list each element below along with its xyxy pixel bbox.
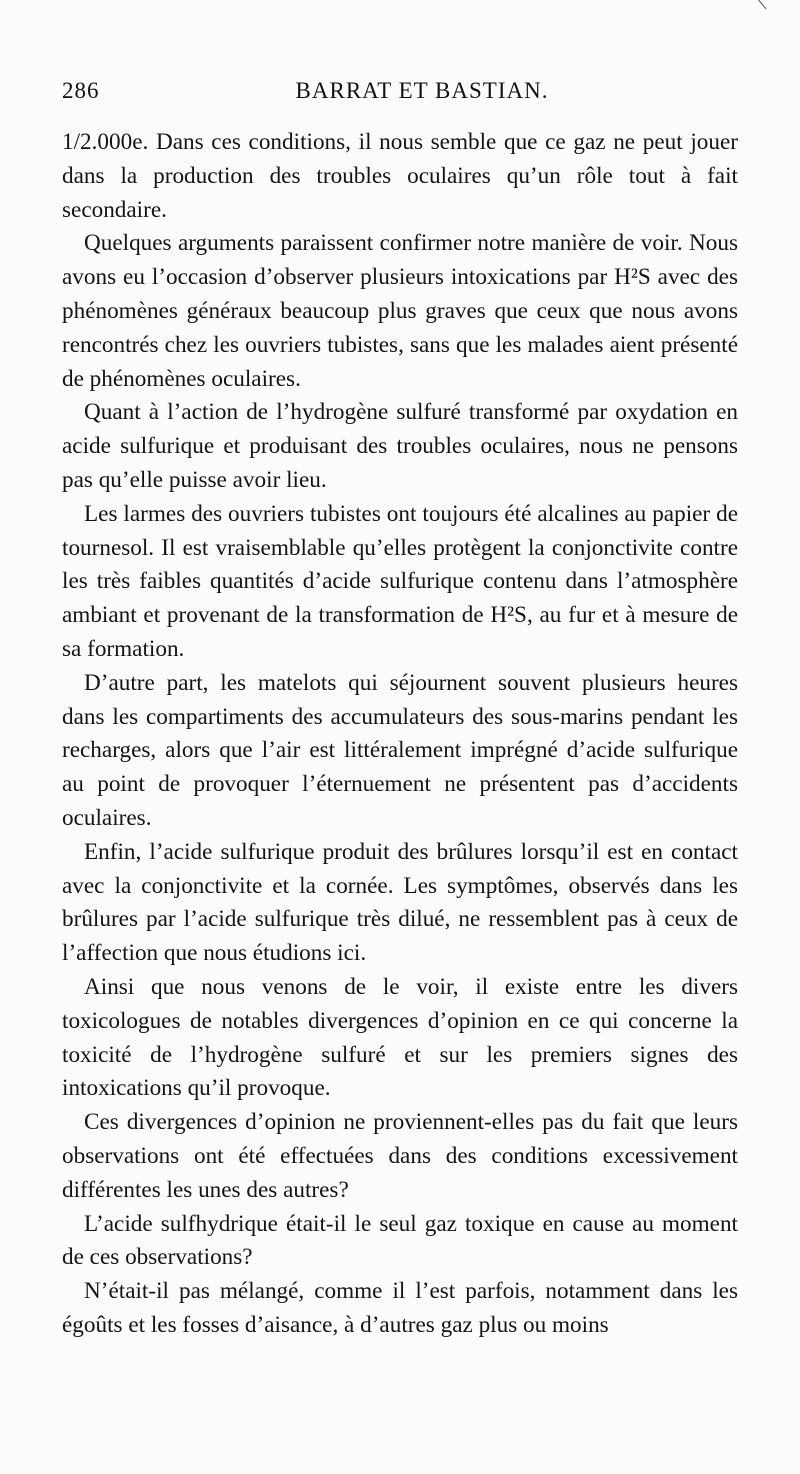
paragraph-6: Enfin, l’acide sulfurique produit des brûlures lorsqu’il est en contact avec la conjonctivite et la cornée. Les symptômes, observés dans les brûlures par l’acide sulfurique très dilué, ne ressemblent pas à ceux de l’affection que nous étudions ici. bbox=[62, 838, 738, 967]
paragraph-9: L’acide sulfhydrique était-il le seul gaz toxique en cause au moment de ces observations? bbox=[62, 1210, 738, 1271]
running-title: BARRAT ET BASTIAN. bbox=[295, 78, 549, 103]
paragraph-2: Quelques arguments paraissent confirmer notre manière de voir. Nous avons eu l’occasion d’observer plusieurs intoxications par H²S avec des phénomènes généraux beaucoup plus graves que ceux que nous avons rencontrés chez les ouvriers tubistes, sans que les malades aient présenté de phénomènes oculaires. bbox=[62, 230, 738, 392]
scan-mark bbox=[758, 0, 774, 9]
paragraph-1: 1/2.000e. Dans ces conditions, il nous semble que ce gaz ne peut jouer dans la production des troubles oculaires qu’un rôle tout à fait secondaire. bbox=[62, 129, 738, 223]
body-text bbox=[62, 126, 738, 1343]
paragraph-8: Ces divergences d’opinion ne proviennent-elles pas du fait que leurs observations ont été effectuées dans des conditions excessivement différentes les unes des autres? bbox=[62, 1109, 738, 1203]
page-header bbox=[62, 78, 742, 114]
paragraph-5: D’autre part, les matelots qui séjournent souvent plusieurs heures dans les compartiments des accumulateurs des sous-marins pendant les recharges, alors que l’air est littéralement imprégné d’acide sulfurique au point de provoquer l’éternuement ne présentent pas d’accidents oculaires. bbox=[62, 669, 738, 831]
paragraph-3: Quant à l’action de l’hydrogène sulfuré transformé par oxydation en acide sulfurique et produisant des troubles oculaires, nous ne pensons pas qu’elle puisse avoir lieu. bbox=[62, 399, 738, 493]
paragraph-10: N’était-il pas mélangé, comme il l’est parfois, notamment dans les égoûts et les fosses d’aisance, à d’autres gaz plus ou moins bbox=[62, 1278, 738, 1338]
paragraph-4: Les larmes des ouvriers tubistes ont toujours été alcalines au papier de tournesol. Il est vraisemblable qu’elles protègent la conjonctivite contre les très faibles quantités d’acide sulfurique contenu dans l’atmosphère ambiant et provenant de la transformation de H²S, au fur et à mesure de sa formation. bbox=[62, 500, 738, 662]
page-number: 286 bbox=[62, 78, 100, 103]
paragraph-7: Ainsi que nous venons de le voir, il existe entre les divers toxicologues de notables divergences d’opinion en ce qui concerne la toxicité de l’hydrogène sulfuré et sur les premiers signes des intoxications qu’il provoque. bbox=[62, 973, 738, 1102]
